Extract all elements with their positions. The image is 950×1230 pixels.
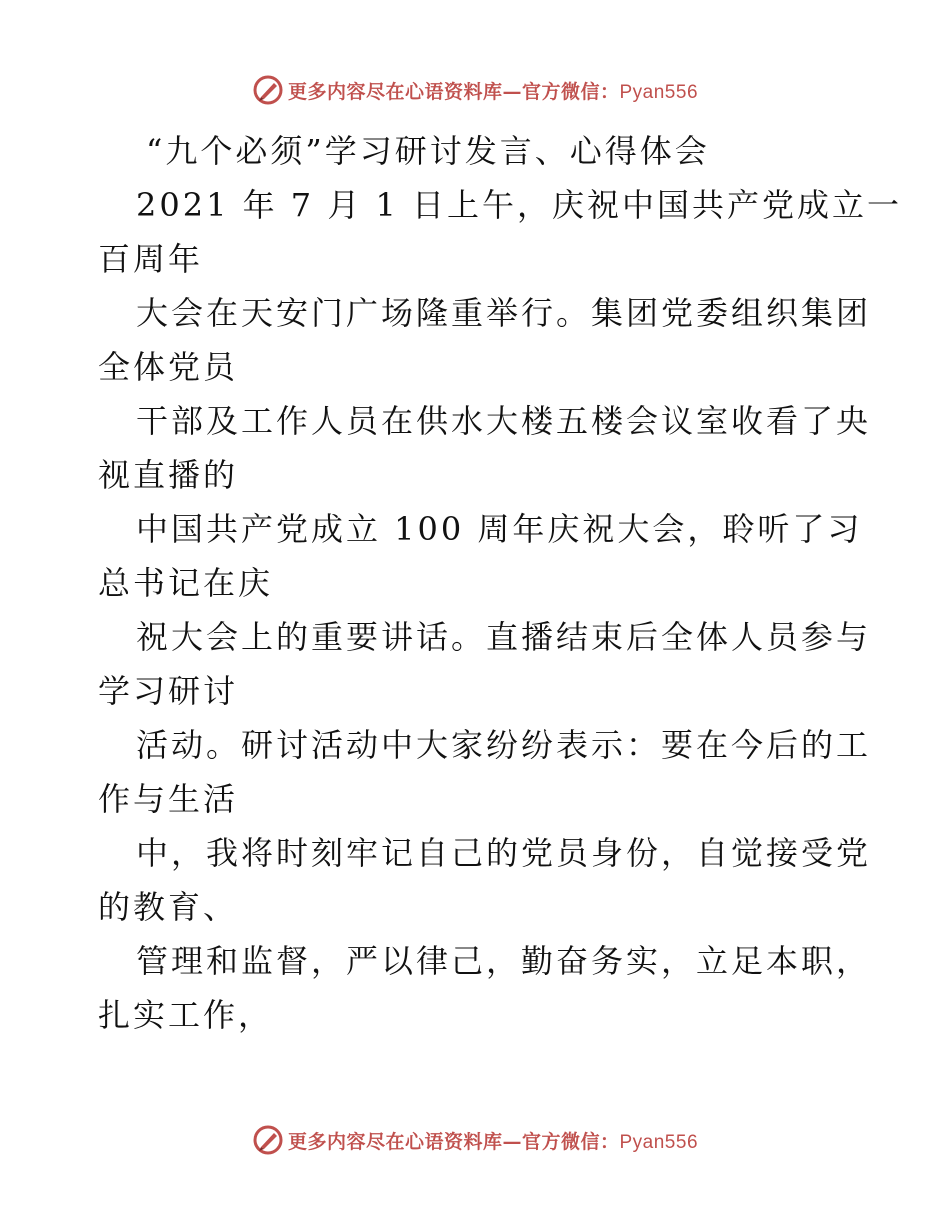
header-banner-text: 更多内容尽在心语资料库—官方微信：Pyan556 (287, 80, 699, 103)
paragraph-line: 学习研讨 (98, 672, 239, 710)
document-body (98, 124, 903, 1042)
paragraph-line: 全体党员 (98, 348, 239, 386)
paragraph-line: 管理和监督，严以律己，勤奋务实，立足本职， (136, 942, 872, 980)
paragraph-line: 干部及工作人员在供水大楼五楼会议室收看了央 (136, 402, 872, 440)
header-banner (0, 70, 950, 110)
paragraph-line: 作与生活 (98, 780, 239, 818)
paragraph-line: 活动。研讨活动中大家纷纷表示：要在今后的工 (136, 726, 872, 764)
paragraph-line: 祝大会上的重要讲话。直播结束后全体人员参与 (136, 618, 872, 656)
paragraph-line: 百周年 (98, 240, 204, 278)
paragraph-line: 中国共产党成立 100 周年庆祝大会，聆听了习 (136, 510, 863, 548)
paragraph-line: 视直播的 (98, 456, 239, 494)
paragraph-line: 大会在天安门广场隆重举行。集团党委组织集团 (136, 294, 872, 332)
paragraph-line: 的教育、 (98, 888, 239, 926)
pen-circle-logo-icon (252, 1124, 284, 1156)
document-title: “九个必须”学习研讨发言、心得体会 (146, 132, 710, 170)
pen-circle-logo-icon (252, 74, 284, 106)
paragraph-line: 2021 年 7 月 1 日上午，庆祝中国共产党成立一 (136, 186, 903, 224)
footer-banner (0, 1120, 950, 1160)
footer-banner-text: 更多内容尽在心语资料库—官方微信：Pyan556 (287, 1130, 699, 1153)
paragraph-line: 总书记在庆 (98, 564, 274, 602)
paragraph-line: 中，我将时刻牢记自己的党员身份，自觉接受党 (136, 834, 872, 872)
paragraph-line: 扎实工作， (98, 996, 274, 1034)
